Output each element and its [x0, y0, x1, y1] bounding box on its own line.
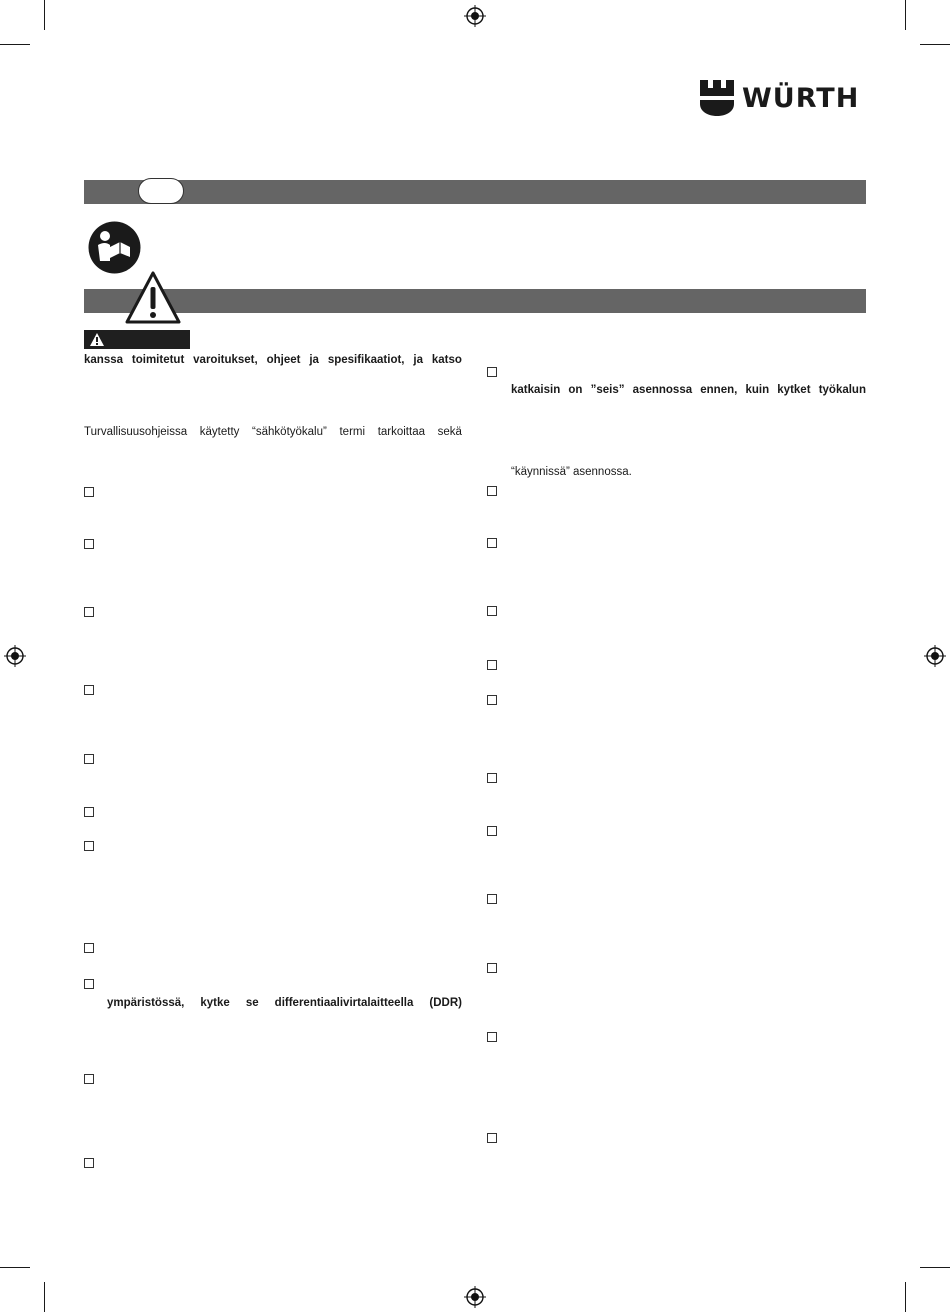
crop-mark	[920, 44, 950, 45]
bullet-box	[84, 539, 94, 549]
crop-mark	[920, 1267, 950, 1268]
warning-triangle-icon	[125, 270, 181, 326]
left-text-line-3: ympäristössä, kytke se differentiaalivirtalaitteella (DDR)	[107, 997, 462, 1009]
bullet-box	[487, 486, 497, 496]
warning-triangle-small-icon	[89, 332, 105, 347]
bullet-box	[84, 1158, 94, 1168]
bullet-box	[84, 754, 94, 764]
registration-mark-icon	[464, 5, 486, 27]
left-text-line-2: Turvallisuusohjeissa käytetty “sähkötyökalu” termi tarkoittaa sekä	[84, 426, 462, 438]
language-badge	[138, 178, 184, 204]
crop-mark	[44, 1282, 45, 1312]
bullet-box	[84, 807, 94, 817]
bullet-box	[84, 979, 94, 989]
bullet-box	[487, 660, 497, 670]
safety-header-bar	[84, 289, 866, 313]
bullet-box	[487, 538, 497, 548]
right-text-line-1: katkaisin on ”seis” asennossa ennen, kuin kytket työkalun	[511, 384, 866, 396]
bullet-box	[487, 695, 497, 705]
read-manual-icon	[88, 221, 141, 274]
registration-mark-icon	[924, 645, 946, 667]
right-text-line-2: “käynnissä” asennossa.	[511, 466, 632, 478]
registration-mark-icon	[4, 645, 26, 667]
bullet-box	[487, 1133, 497, 1143]
left-text-line-1: kanssa toimitetut varoitukset, ohjeet ja spesifikaatiot, ja katso	[84, 354, 462, 366]
warning-label	[84, 330, 190, 349]
bullet-box	[487, 773, 497, 783]
bullet-box	[487, 894, 497, 904]
wurth-logo-mark-icon	[700, 80, 734, 116]
bullet-box	[84, 487, 94, 497]
crop-mark	[905, 0, 906, 30]
bullet-box	[84, 685, 94, 695]
crop-mark	[0, 44, 30, 45]
brand-logo	[700, 80, 859, 116]
bullet-box	[487, 367, 497, 377]
bullet-box	[84, 943, 94, 953]
bullet-box	[84, 1074, 94, 1084]
registration-mark-icon	[464, 1286, 486, 1308]
crop-mark	[0, 1267, 30, 1268]
crop-mark	[905, 1282, 906, 1312]
bullet-box	[487, 606, 497, 616]
brand-name: WÜRTH	[742, 82, 860, 114]
bullet-box	[84, 841, 94, 851]
bullet-box	[84, 607, 94, 617]
bullet-box	[487, 963, 497, 973]
bullet-box	[487, 1032, 497, 1042]
bullet-box	[487, 826, 497, 836]
crop-mark	[44, 0, 45, 30]
language-header-bar	[84, 180, 866, 204]
